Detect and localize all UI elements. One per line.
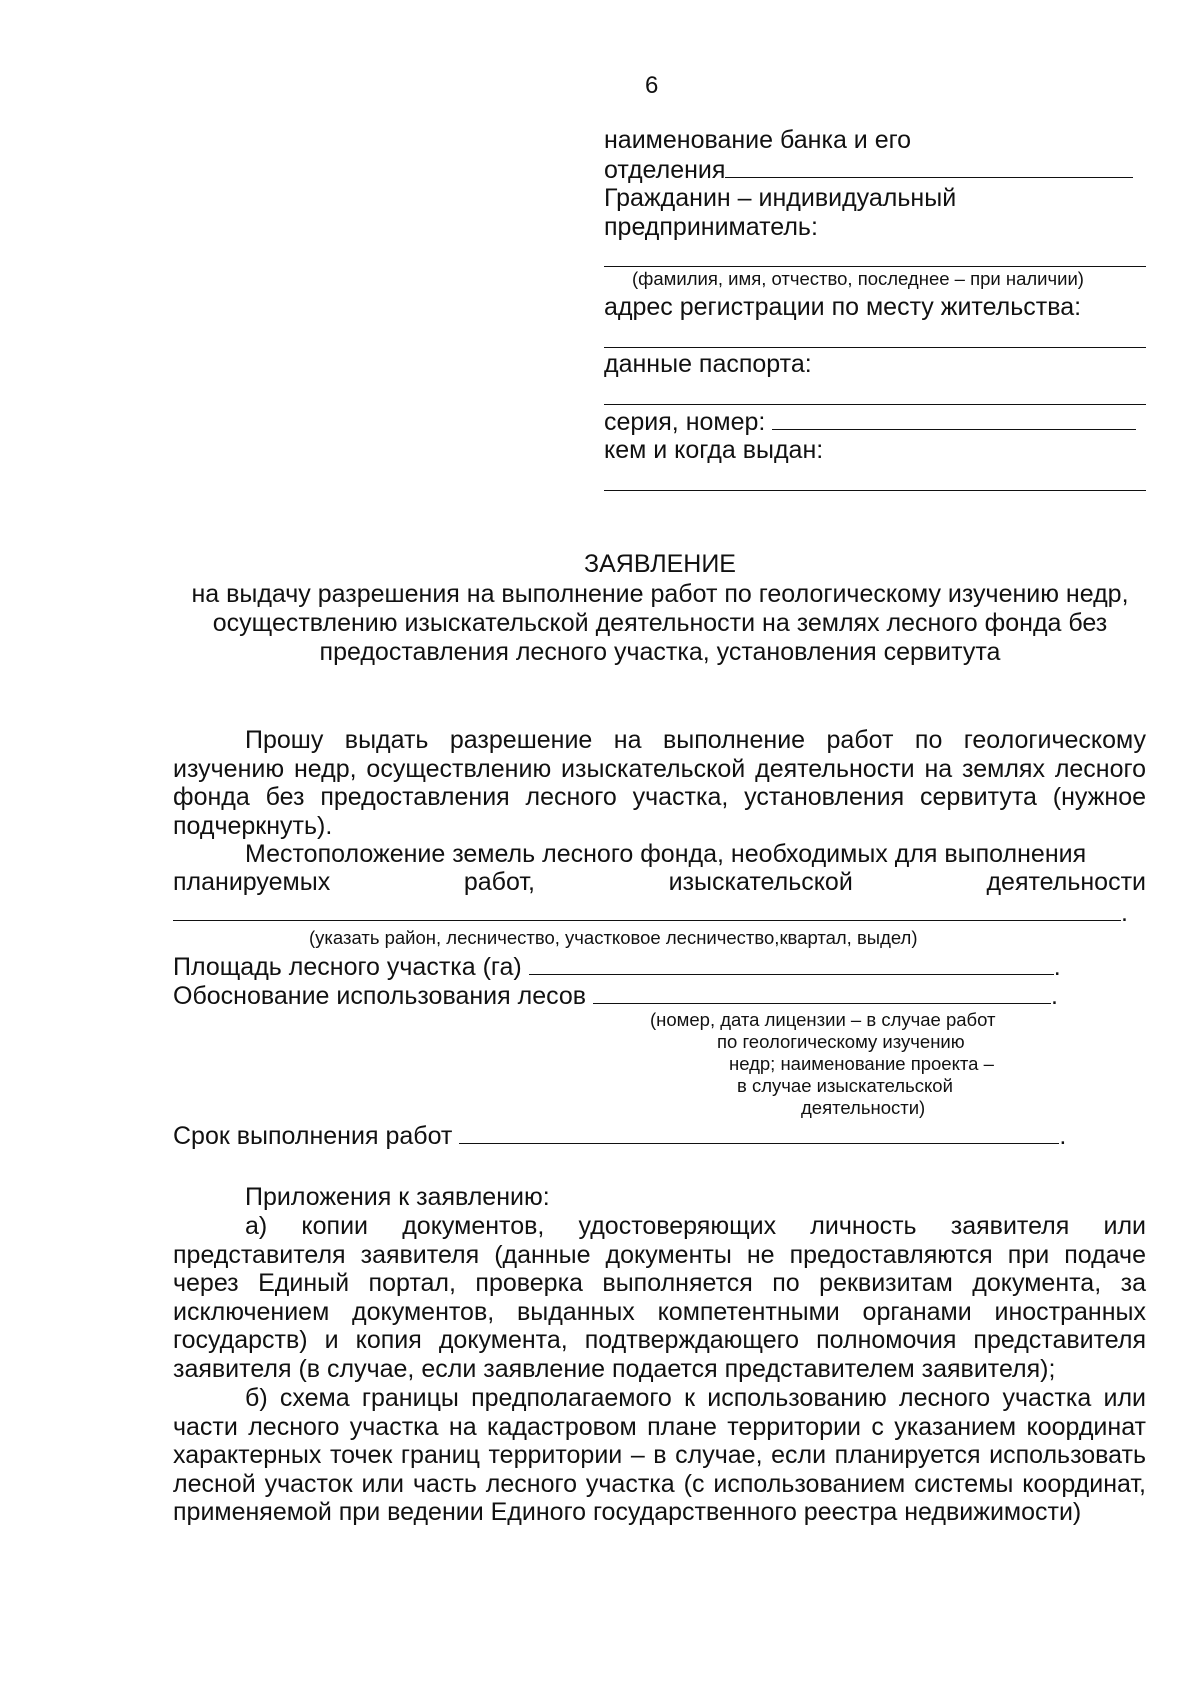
fio-hint: (фамилия, имя, отчество, последнее – при наличии) (632, 268, 1084, 289)
attachment-item-a: а) копии документов, удостоверяющих личность заявителя или представителя заявителя (данные документы не предоставляются при подаче через Единый портал, проверка выполняется по реквизитам документа, за исключением документов, выданных компетентными органами иностранных государств) и копия документа, подтверждающего полномочия представителя заявителя (в случае, если заявление подается представителем заявителя); (173, 1212, 1146, 1383)
location-line-1: Местоположение земель лесного фонда, необходимых для выполнения (245, 840, 1087, 868)
location-word-2: работ, (463, 868, 535, 896)
area-row (173, 952, 1061, 982)
bank-branch-field[interactable] (725, 155, 1133, 178)
justification-end: . (1051, 982, 1058, 1010)
page-number: 6 (645, 72, 659, 99)
request-paragraph: Прошу выдать разрешение на выполнение работ по геологическому изучению недр, осуществлению изыскательской деятельности на землях лесного фонда без предоставления лесного участка, установления сервитута (нужное подчеркнуть). (173, 726, 1146, 840)
term-end: . (1059, 1122, 1067, 1150)
series-field[interactable] (772, 407, 1136, 430)
issued-field[interactable] (604, 490, 1146, 491)
attachments-heading: Приложения к заявлению: (245, 1183, 550, 1211)
location-word-1: планируемых (173, 868, 331, 896)
area-label: Площадь лесного участка (га) (173, 953, 522, 981)
location-word-3: изыскательской (668, 868, 853, 896)
bank-branch-label: отделения (604, 156, 726, 184)
justification-hint-1: (номер, дата лицензии – в случае работ (650, 1009, 996, 1030)
fio-field[interactable] (604, 266, 1146, 267)
issued-label: кем и когда выдан: (604, 436, 824, 464)
justification-label: Обоснование использования лесов (173, 982, 587, 1010)
location-word-4: деятельности (986, 868, 1146, 896)
location-field[interactable] (173, 898, 1121, 921)
address-label: адрес регистрации по месту жительства: (604, 293, 1082, 321)
bank-name-label: наименование банка и его (604, 126, 912, 154)
term-label: Срок выполнения работ (173, 1122, 453, 1150)
series-label: серия, номер: (604, 408, 766, 436)
series-row (604, 407, 1146, 437)
justification-hint-5: деятельности) (801, 1097, 926, 1118)
location-hint: (указать район, лесничество, участковое лесничество,квартал, выдел) (309, 927, 918, 948)
justification-hint-4: в случае изыскательской (737, 1075, 953, 1096)
citizen-label-1: Гражданин – индивидуальный (604, 184, 957, 212)
location-line-2 (173, 868, 1146, 897)
passport-field[interactable] (604, 404, 1146, 405)
location-field-row (173, 898, 1128, 928)
term-row (173, 1121, 1066, 1151)
attachment-item-b: б) схема границы предполагаемого к использованию лесного участка или части лесного участка на кадастровом плане территории с указанием координат характерных точек границ территории – в случае, если планируется использовать лесной участок или часть лесного участка (с использованием системы координат, применяемой при ведении Единого государственного реестра недвижимости) (173, 1384, 1146, 1527)
passport-label: данные паспорта: (604, 350, 812, 378)
justification-hint-2: по геологическому изучению (717, 1031, 965, 1052)
justification-hint-3: недр; наименование проекта – (729, 1053, 994, 1074)
justification-row (173, 981, 1058, 1011)
area-end: . (1053, 953, 1061, 981)
address-field[interactable] (604, 347, 1146, 348)
document-subtitle: на выдачу разрешения на выполнение работ по геологическому изучению недр, осуществлению изыскательской деятельности на землях лесного фонда без предоставления лесного участка, установления сервитута (191, 580, 1129, 666)
bank-branch-row (604, 155, 1146, 185)
location-end: . (1121, 899, 1128, 927)
document-title: ЗАЯВЛЕНИЕ (583, 550, 736, 578)
term-field[interactable] (459, 1121, 1059, 1144)
justification-field[interactable] (593, 981, 1051, 1004)
area-field[interactable] (529, 952, 1054, 975)
citizen-label-2: предприниматель: (604, 213, 818, 241)
